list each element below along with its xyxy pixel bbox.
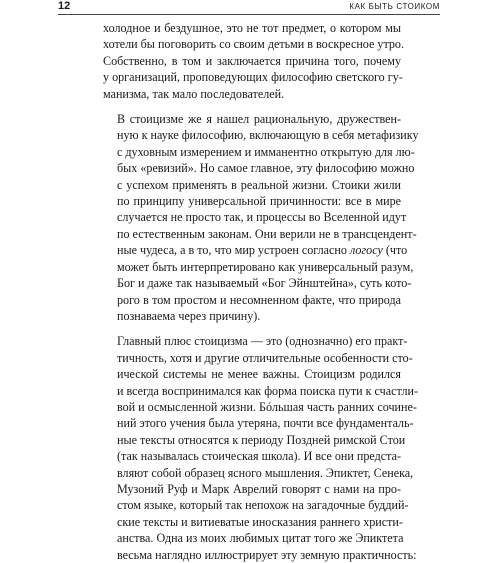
text-line: вой и осмысленной жизни. Бóльшая часть ранних сочине-	[117, 399, 417, 414]
text-line-with-italic	[103, 242, 408, 258]
text-line: ские тексты и витиеватые иносказания раннего христи-	[117, 514, 403, 529]
text-line: случается не просто так, и процессы во Вселенной идут	[117, 210, 407, 225]
text-segment: (что	[382, 243, 408, 258]
text-line: ную к науке философию, включающую в себя метафизику	[117, 128, 419, 143]
running-head	[58, 0, 440, 16]
italic-term: логосу	[349, 243, 383, 258]
text-line: бых «ревизий». Но самое главное, эту философию можно	[117, 161, 415, 176]
text-line: манизма, так мало последователей.	[103, 86, 285, 101]
text-line: тичность, хотя и другие отличительные особенности сто-	[117, 350, 413, 365]
body-text	[103, 20, 419, 563]
text-line: может быть интерпретировано как универсальный разум,	[117, 259, 414, 274]
text-line: вляют собой образец ясного мышления. Эпиктет, Сенека,	[117, 465, 414, 480]
text-line: весьма наглядно иллюстрирует эту земную практичность:	[117, 547, 417, 562]
text-line: хотели бы поговорить со своим детьми в воскресное утро.	[103, 37, 404, 52]
text-line: и всегда воспринимался как форма поиска пути к счастли-	[117, 383, 419, 398]
paragraph-3	[103, 333, 419, 563]
header-rule	[58, 14, 440, 15]
text-line: ные тексты относятся к периоду Поздней римской Стои	[117, 432, 406, 447]
text-line: Бог и даже так называемый «Бог Эйнштейна», суть кото-	[117, 276, 412, 291]
running-title: КАК БЫТЬ СТОИКОМ	[349, 2, 440, 11]
text-line: Музоний Руф и Марк Аврелий говорят с нами на про-	[117, 481, 401, 496]
text-line: холодное и бездушное, это не тот предмет, о котором мы	[103, 21, 401, 35]
text-segment: ные чудеса, а в то, что мир устроен согласно	[117, 243, 347, 258]
text-line: по принципу универсальной причинности: все в мире	[117, 194, 401, 209]
text-line: В стоицизме же я нашел рациональную, дружествен-	[117, 112, 401, 127]
text-line: Собственно, в том и заключается причина того, почему	[103, 53, 401, 68]
text-line: по естественным законам. Они верили не в трансцендент-	[117, 226, 417, 241]
text-line: ической системы не менее важны. Стоицизм родился	[117, 367, 401, 382]
text-line: Главный плюс стоицизма — это (однозначно) его практ-	[117, 334, 408, 349]
text-line: у организаций, проповедующих философию светского гу-	[103, 70, 403, 85]
text-line: с духовным измерением и имманентно открытую для лю-	[117, 144, 415, 159]
text-line: (так называлась стоическая школа). И все они предста-	[117, 449, 401, 464]
text-line: рого в том простом и несомненном факте, что природа	[117, 292, 401, 307]
text-line: ний этого учения была утеряна, почти все фундаменталь-	[117, 416, 414, 431]
text-line: стом языке, который так непохож на загадочные буддий-	[117, 498, 409, 513]
text-line: с успехом применять в реальной жизни. Стоики жили	[117, 177, 401, 192]
paragraph-1	[103, 20, 404, 102]
paragraph-2	[103, 111, 419, 324]
page-number: 12	[58, 0, 71, 12]
text-line: анства. Одна из моих любимых цитат того же Эпиктета	[117, 531, 404, 546]
text-line: познаваема через причину).	[117, 308, 261, 323]
